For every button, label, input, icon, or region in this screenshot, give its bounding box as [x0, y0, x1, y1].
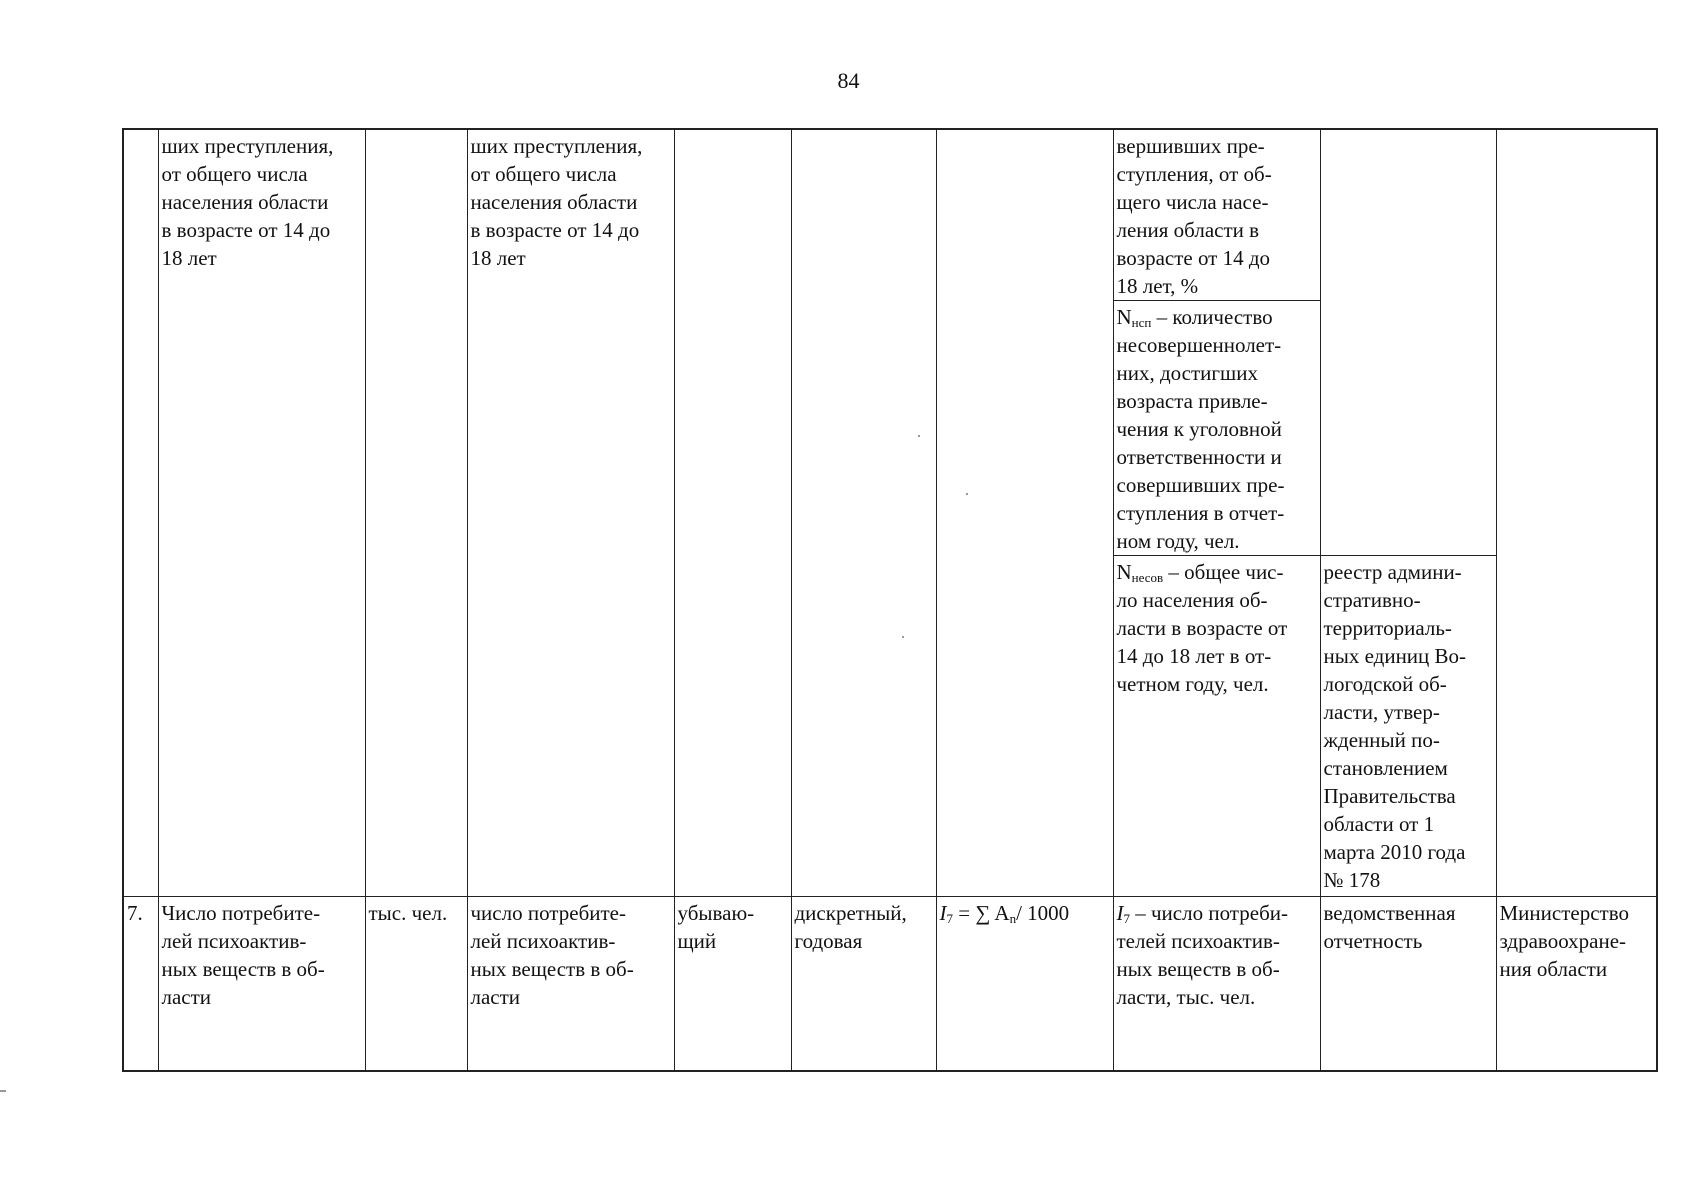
- data-source: реестр админи- стративно- территориаль- ных единиц Во- логодской об- ласти, утвер- жденный по- становлением Правительства области от 1 марта 2010 года № 178: [1323, 560, 1467, 892]
- trend: убываю- щий: [677, 901, 755, 953]
- scan-dot: [918, 435, 920, 437]
- trend-cell: [674, 897, 791, 1071]
- indicator-name: Число потребите- лей психоактив- ных веществ в об- ласти: [161, 901, 325, 1009]
- scan-dot: [902, 636, 904, 638]
- table-row: [123, 897, 1657, 1071]
- source-cell: [1320, 556, 1496, 897]
- data-source: ведомственная отчетность: [1323, 901, 1456, 953]
- variable-cell: [1113, 897, 1320, 1071]
- variable-description: [1117, 899, 1317, 1011]
- formula-lhs-subscript: 7: [946, 911, 953, 926]
- formula-tail: / 1000: [1016, 901, 1070, 925]
- row-number-cell: [123, 129, 158, 897]
- indicator-definition: ших преступления, от общего числа населения области в возрасте от 14 до 18 лет: [470, 134, 643, 270]
- source-cell: [1320, 897, 1496, 1071]
- variable-text: – общее чис- ло населения об- ласти в возрасте от 14 до 18 лет в от- четном году, чел.: [1116, 560, 1288, 696]
- variable-symbol: I: [1116, 901, 1124, 925]
- indicator-name: ших преступления, от общего числа населения области в возрасте от 14 до 18 лет: [161, 134, 334, 270]
- formula: [940, 899, 1110, 927]
- unit-cell: [365, 129, 467, 897]
- indicator-definition: число потребите- лей психоактив- ных веществ в об- ласти: [470, 901, 634, 1009]
- formula-rhs-subscript: n: [1009, 911, 1017, 926]
- row-number: 7.: [127, 901, 143, 925]
- formula-equals: = ∑ A: [953, 901, 1010, 925]
- indicator-type: дискретный, годовая: [794, 901, 907, 953]
- variable-symbol: N: [1116, 560, 1132, 584]
- responsible-body: Министерство здравоохране- ния области: [1499, 901, 1629, 981]
- indicators-table: [122, 128, 1658, 1072]
- responsible-cell: [1496, 129, 1657, 897]
- scan-dot: [966, 493, 968, 495]
- formula-cell: [936, 129, 1113, 897]
- variable-subscript: 7: [1123, 911, 1130, 926]
- variable-description: [1117, 558, 1317, 698]
- variable-text: – количество несовершеннолет- них, достигших возраста привле- чения к уголовной ответственности и совершивших пре- ступления в отчет- ном году, чел.: [1116, 305, 1285, 553]
- definition-cell: [467, 897, 674, 1071]
- variable-subscript: несов: [1131, 570, 1164, 585]
- variable-subscript: нсп: [1131, 315, 1152, 330]
- page-number: 84: [837, 68, 860, 93]
- variable-description: [1117, 303, 1317, 555]
- source-cell: [1320, 129, 1496, 556]
- trend-cell: [674, 129, 791, 897]
- definition-cell: [467, 129, 674, 897]
- indicator-name-cell: [158, 129, 365, 897]
- variable-cell: [1113, 301, 1320, 556]
- continuation-row: [123, 129, 1657, 301]
- variable-description: вершивших пре- ступления, от об- щего числа насе- ления области в возрасте от 14 до 18 лет, %: [1116, 134, 1272, 298]
- unit-cell: [365, 897, 467, 1071]
- formula-cell: [936, 897, 1113, 1071]
- type-cell: [791, 129, 936, 897]
- type-cell: [791, 897, 936, 1071]
- variable-symbol: N: [1116, 305, 1132, 329]
- indicator-name-cell: [158, 897, 365, 1071]
- variable-cell: [1113, 556, 1320, 897]
- row-number-cell: [123, 897, 158, 1071]
- responsible-cell: [1496, 897, 1657, 1071]
- formula-lhs-symbol: I: [939, 901, 947, 925]
- variable-cell: [1113, 129, 1320, 301]
- unit: тыс. чел.: [368, 901, 448, 925]
- scan-dot: [0, 1090, 6, 1092]
- variable-text: – число потреби- телей психоактив- ных веществ в об- ласти, тыс. чел.: [1116, 901, 1288, 1009]
